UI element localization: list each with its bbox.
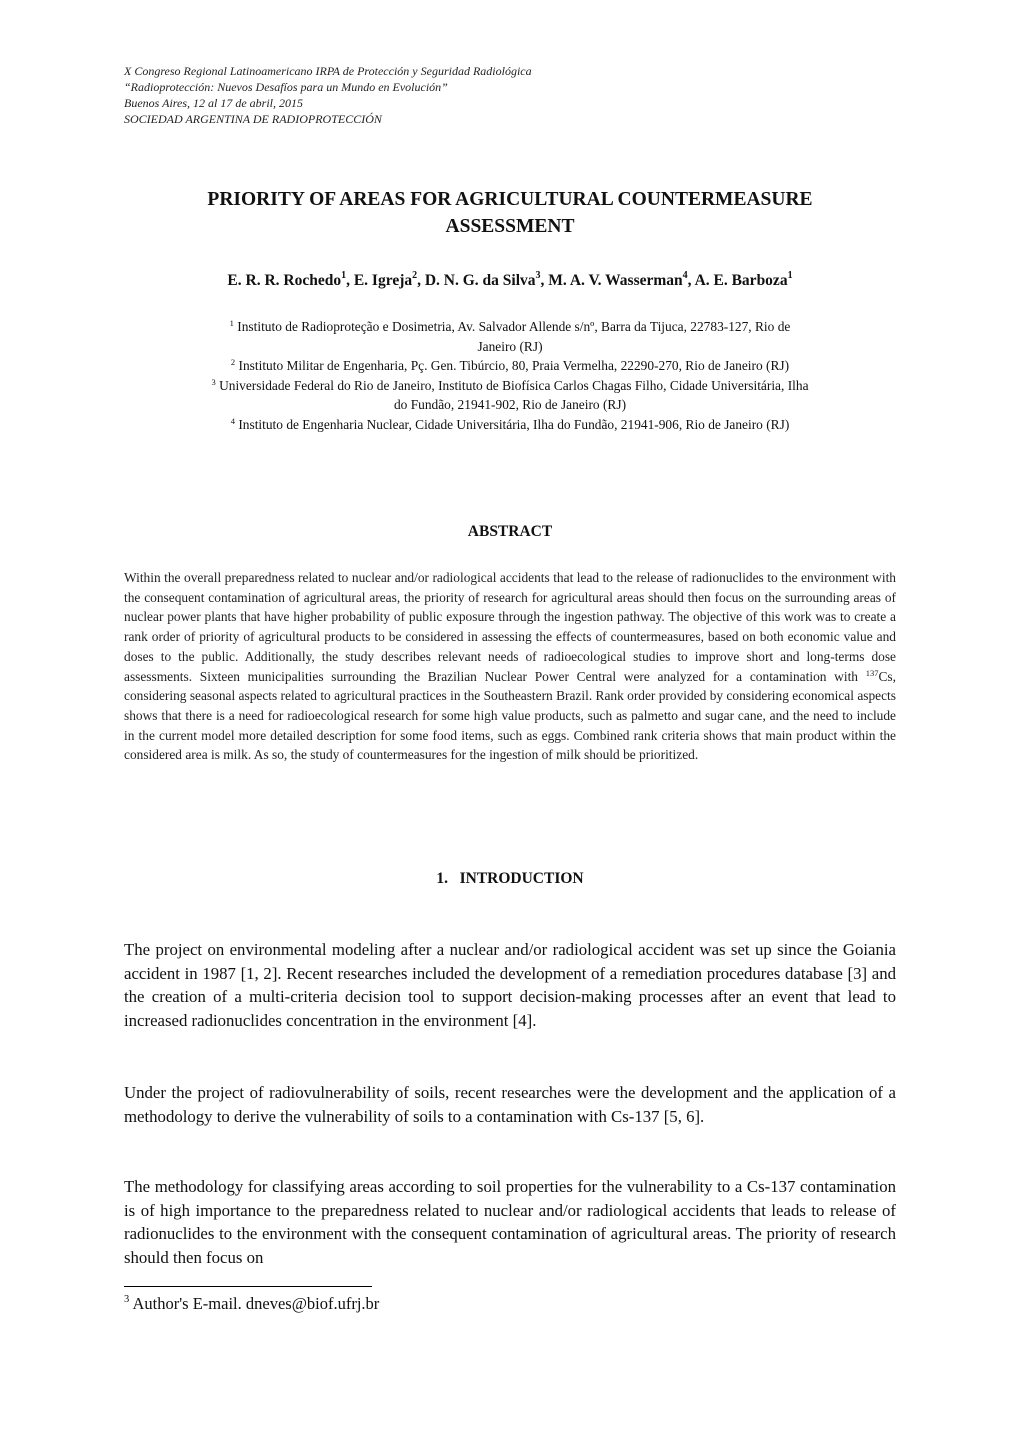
affiliation-4 xyxy=(124,415,896,435)
author-name: E. Igreja xyxy=(353,272,413,289)
affiliation-text: Instituto de Radioproteção e Dosimetria, Av. Salvador Allende s/nº, Barra da Tijuca, 22783-127, Rio de xyxy=(237,319,791,334)
affiliation-text: Instituto de Engenharia Nuclear, Cidade Universitária, Ilha do Fundão, 21941-906, Rio de Janeiro (RJ) xyxy=(238,416,790,432)
author-affil-mark: 2 xyxy=(412,270,418,281)
intro-paragraph-1: The project on environmental modeling after a nuclear and/or radiological accident was set up since the Goiania accident in 1987 [1, 2]. Recent researches included the development of a remediation procedures database [3] and the creation of a multi-criteria decision tool to support decision-making processes after an event that lead to increased radionuclides concentration in the environment [4]. xyxy=(124,940,896,1031)
title-line-1: PRIORITY OF AREAS FOR AGRICULTURAL COUNTERMEASURE xyxy=(207,189,813,210)
abstract-body xyxy=(124,568,896,765)
affiliation-1 xyxy=(124,317,896,337)
affiliation-mark: 2 xyxy=(230,357,236,368)
author-affil-mark: 3 xyxy=(535,270,541,281)
intro-paragraph-2: Under the project of radiovulnerability of soils, recent researches were the development and the application of a methodology to derive the vulnerability of soils to a contamination with Cs-137 [5, 6]. xyxy=(124,1083,896,1126)
affiliation-mark: 4 xyxy=(230,415,235,426)
affiliation-3-cont: do Fundão, 21941-902, Rio de Janeiro (RJ) xyxy=(393,397,627,413)
author-name: D. N. G. da Silva xyxy=(424,272,536,289)
author-affil-mark: 4 xyxy=(682,270,688,281)
isotope-mass-number: 137 xyxy=(865,667,879,678)
author-affil-mark: 1 xyxy=(341,270,347,281)
abstract-text-1: Within the overall preparedness related to nuclear and/or radiological accidents that lead to the release of radionuclides to the environment with the consequent contamination of agricultural areas, the priority of research for agricultural areas should then focus on the surrounding areas of nuclear power plants that have higher probability of public exposure through the ingestion pathway. The objective of this work was to create a rank order of priority of agricultural products to be considered in assessing the effects of countermeasures, based on both economic value and doses to the public. Additionally, the study describes relevant needs of radioecological studies to improve short and long-terms dose assessments. Sixteen municipalities surrounding the Brazilian Nuclear Power Central were analyzed for a contamination with xyxy=(124,570,896,684)
isotope-symbol: Cs xyxy=(878,668,893,684)
header-line-4: SOCIEDAD ARGENTINA DE RADIOPROTECCIÓN xyxy=(124,112,382,126)
conference-header xyxy=(124,63,724,127)
header-line-2: “Radioprotección: Nuevos Desafíos para un Mundo en Evolución” xyxy=(124,80,448,94)
author-name: A. E. Barboza xyxy=(694,272,788,289)
header-line-3: Buenos Aires, 12 al 17 de abril, 2015 xyxy=(124,96,303,110)
affiliation-1-cont: Janeiro (RJ) xyxy=(477,338,543,354)
affiliation-3 xyxy=(124,376,896,396)
abstract-heading: ABSTRACT xyxy=(467,523,553,540)
intro-paragraph-3: The methodology for classifying areas according to soil properties for the vulnerability to a Cs-137 contamination is of high importance to the preparedness related to nuclear and/or radiological accidents that leads to release of radionuclides to the environment with the consequent contamination of agricultural areas. The priority of research should then focus on xyxy=(124,1177,896,1268)
affiliation-mark: 1 xyxy=(229,318,234,328)
footnote-mark: 3 xyxy=(124,1294,130,1305)
author-affil-mark: 1 xyxy=(787,270,793,281)
affiliation-list xyxy=(124,317,896,435)
header-line-1: X Congreso Regional Latinoamericano IRPA de Protección y Seguridad Radiológica xyxy=(124,64,532,78)
affiliation-2 xyxy=(124,356,896,376)
footnote xyxy=(124,1294,724,1314)
author-list: E. R. R. Rochedo$^1$, E. Igreja$^2$, D. N. G. da Silva$^3$, M. A. V. Wasserman$^4$, A. E. Barboza$^1$ xyxy=(227,270,793,289)
footnote-divider xyxy=(124,1286,372,1287)
footnote-text: Author's E-mail. dneves@biof.ufrj.br xyxy=(132,1294,380,1313)
affiliation-text: Instituto Militar de Engenharia, Pç. Gen. Tibúrcio, 80, Praia Vermelha, 22290-270, Rio de Janeiro (RJ) xyxy=(238,358,790,374)
paper-title xyxy=(124,186,896,240)
author-name: M. A. V. Wasserman xyxy=(548,272,683,289)
author-name: E. R. R. Rochedo xyxy=(227,272,342,289)
affiliation-text: Universidade Federal do Rio de Janeiro, Instituto de Biofísica Carlos Chagas Filho, Cidade Universitária, Ilha xyxy=(219,377,809,393)
affiliation-mark: 3 xyxy=(211,376,216,387)
section-heading-introduction: 1. INTRODUCTION xyxy=(436,870,584,887)
title-line-2: ASSESSMENT xyxy=(445,216,575,237)
abstract-text-2: , considering seasonal aspects related to agricultural practices in the Southeastern Brazil. Rank order provided by considering economical aspects shows that there is a need for radioecological research for some high value products, such as palmetto and sugar cane, and the need to include in the current model more detailed description for some food items, such as eggs. Combined rank criteria shows that main product within the considered area is milk. As so, the study of countermeasures for the ingestion of milk should be prioritized. xyxy=(124,668,896,763)
